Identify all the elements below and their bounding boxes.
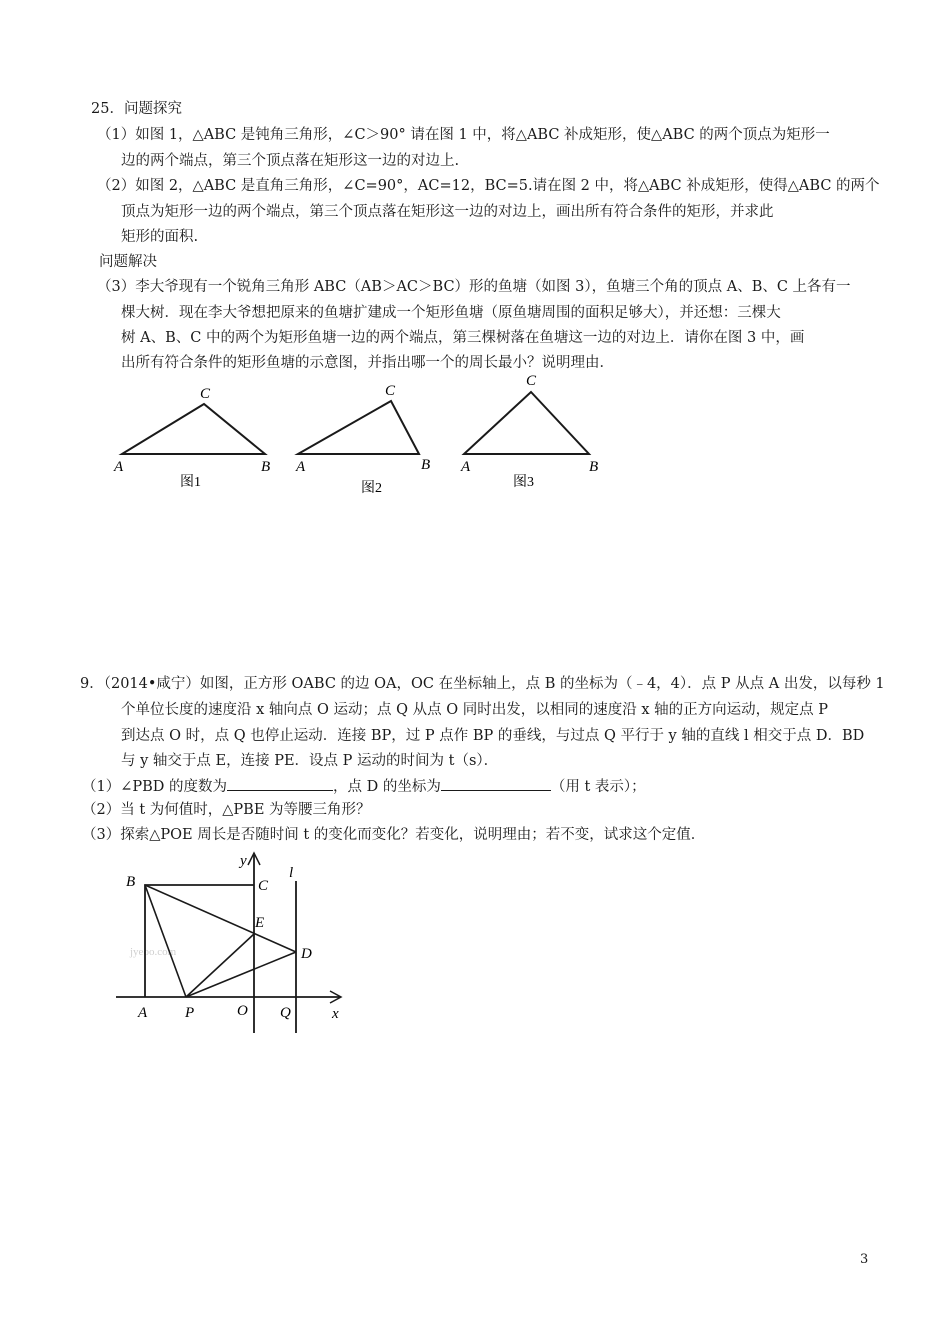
q9-figure (100, 845, 360, 1045)
q9-sub1-text-b: ，点 D 的坐标为 (333, 779, 441, 795)
label-y: y (240, 853, 247, 869)
label-a: A (138, 1005, 148, 1021)
figure-2 (295, 383, 430, 496)
fig1-caption: 图1 (180, 475, 201, 490)
q9-sub1-text-a: （1）∠PBD 的度数为 (82, 779, 228, 795)
q25-part2-line2: 顶点为矩形一边的两个端点，第三个顶点落在矩形这一边的对边上，画出所有符合条件的矩形，并求此 (121, 204, 774, 220)
q9-line2: 个单位长度的速度沿 x 轴向点 O 运动；点 Q 从点 O 同时出发，以相同的速度沿 x 轴的正方向运动，规定点 P (121, 702, 828, 718)
triangle-abc-fig2 (298, 401, 419, 454)
label-e: E (255, 915, 265, 931)
q25-part1-line1: （1）如图 1，△ABC 是钝角三角形，∠C＞90° 请在图 1 中，将△ABC 补成矩形，使△ABC 的两个顶点为矩形一 (97, 127, 830, 143)
label-c: C (258, 878, 269, 894)
segment-bp (145, 885, 186, 997)
fig3-label-b: B (589, 459, 599, 475)
segment-pd (186, 952, 296, 997)
q9-sub1-text-c: （用 t 表示）； (550, 779, 646, 795)
answer-blank-angle[interactable] (227, 775, 333, 791)
fig2-label-c: C (385, 383, 396, 399)
q25-part3-line2: 棵大树．现在李大爷想把原来的鱼塘扩建成一个矩形鱼塘（原鱼塘周围的面积足够大），并还想：三棵大 (121, 305, 781, 321)
fig1-label-a: A (114, 459, 124, 475)
segment-pe (186, 934, 254, 997)
fig2-caption: 图2 (361, 481, 382, 496)
fig2-label-a: A (296, 459, 306, 475)
triangle-abc-fig3 (464, 392, 589, 454)
label-p: P (185, 1005, 195, 1021)
label-b: B (126, 874, 136, 890)
q25-part3-line4: 出所有符合条件的矩形鱼塘的示意图，并指出哪一个的周长最小？说明理由． (121, 355, 614, 371)
triangle-abc-fig1 (122, 404, 265, 454)
label-o: O (237, 1003, 248, 1019)
q25-part3-line1: （3）李大爷现有一个锐角三角形 ABC（AB＞AC＞BC）形的鱼塘（如图 3），鱼塘三个角的顶点 A、B、C 上各有一 (97, 279, 851, 295)
figure-3 (460, 373, 598, 490)
fig1-label-b: B (261, 459, 271, 475)
q25-part2-line3: 矩形的面积. (121, 229, 199, 245)
fig2-label-b: B (421, 457, 431, 473)
label-q: Q (280, 1005, 291, 1021)
fig3-caption: 图3 (513, 475, 534, 490)
q9-line1: 9．（2014•咸宁）如图，正方形 OABC 的边 OA，OC 在坐标轴上，点 B 的坐标为（﹣4，4）．点 P 从点 A 出发，以每秒 1 (80, 676, 885, 692)
q9-line4: 与 y 轴交于点 E，连接 PE．设点 P 运动的时间为 t（s）． (121, 753, 499, 769)
figure-1 (113, 386, 270, 490)
fig1-label-c: C (200, 386, 211, 402)
page-number: 3 (860, 1252, 869, 1267)
label-x: x (332, 1006, 339, 1022)
q25-part3-line3: 树 A、B、C 中的两个为矩形鱼塘一边的两个端点，第三棵树落在鱼塘这一边的对边上．请你在图 3 中，画 (121, 330, 805, 346)
answer-blank-point-d[interactable] (441, 775, 551, 791)
q9-sub2: （2）当 t 为何值时，△PBE 为等腰三角形？ (82, 802, 371, 818)
segment-bd (145, 885, 296, 952)
q9-sub3: （3）探索△POE 周长是否随时间 t 的变化而变化？若变化，说明理由；若不变，试求这个定值． (82, 827, 706, 843)
q9-line3: 到达点 O 时，点 Q 也停止运动．连接 BP，过 P 点作 BP 的垂线，与过点 Q 平行于 y 轴的直线 l 相交于点 D．BD (121, 728, 865, 744)
q25-section-heading: 问题解决 (99, 254, 157, 270)
fig3-label-a: A (461, 459, 471, 475)
label-d: D (301, 946, 312, 962)
label-l: l (289, 865, 294, 881)
q25-part1-line2: 边的两个端点，第三个顶点落在矩形这一边的对边上. (121, 153, 460, 169)
q25-part2-line1: （2）如图 2，△ABC 是直角三角形，∠C=90°，AC=12，BC=5.请在图 2 中，将△ABC 补成矩形，使得△ABC 的两个 (97, 178, 880, 194)
q25-figures (100, 368, 620, 508)
watermark: jyeoo.com (130, 946, 177, 958)
square-oabc (145, 885, 254, 997)
q25-title: 25．问题探究 (91, 101, 182, 117)
q9-sub1 (82, 775, 646, 797)
fig3-label-c: C (526, 373, 537, 389)
